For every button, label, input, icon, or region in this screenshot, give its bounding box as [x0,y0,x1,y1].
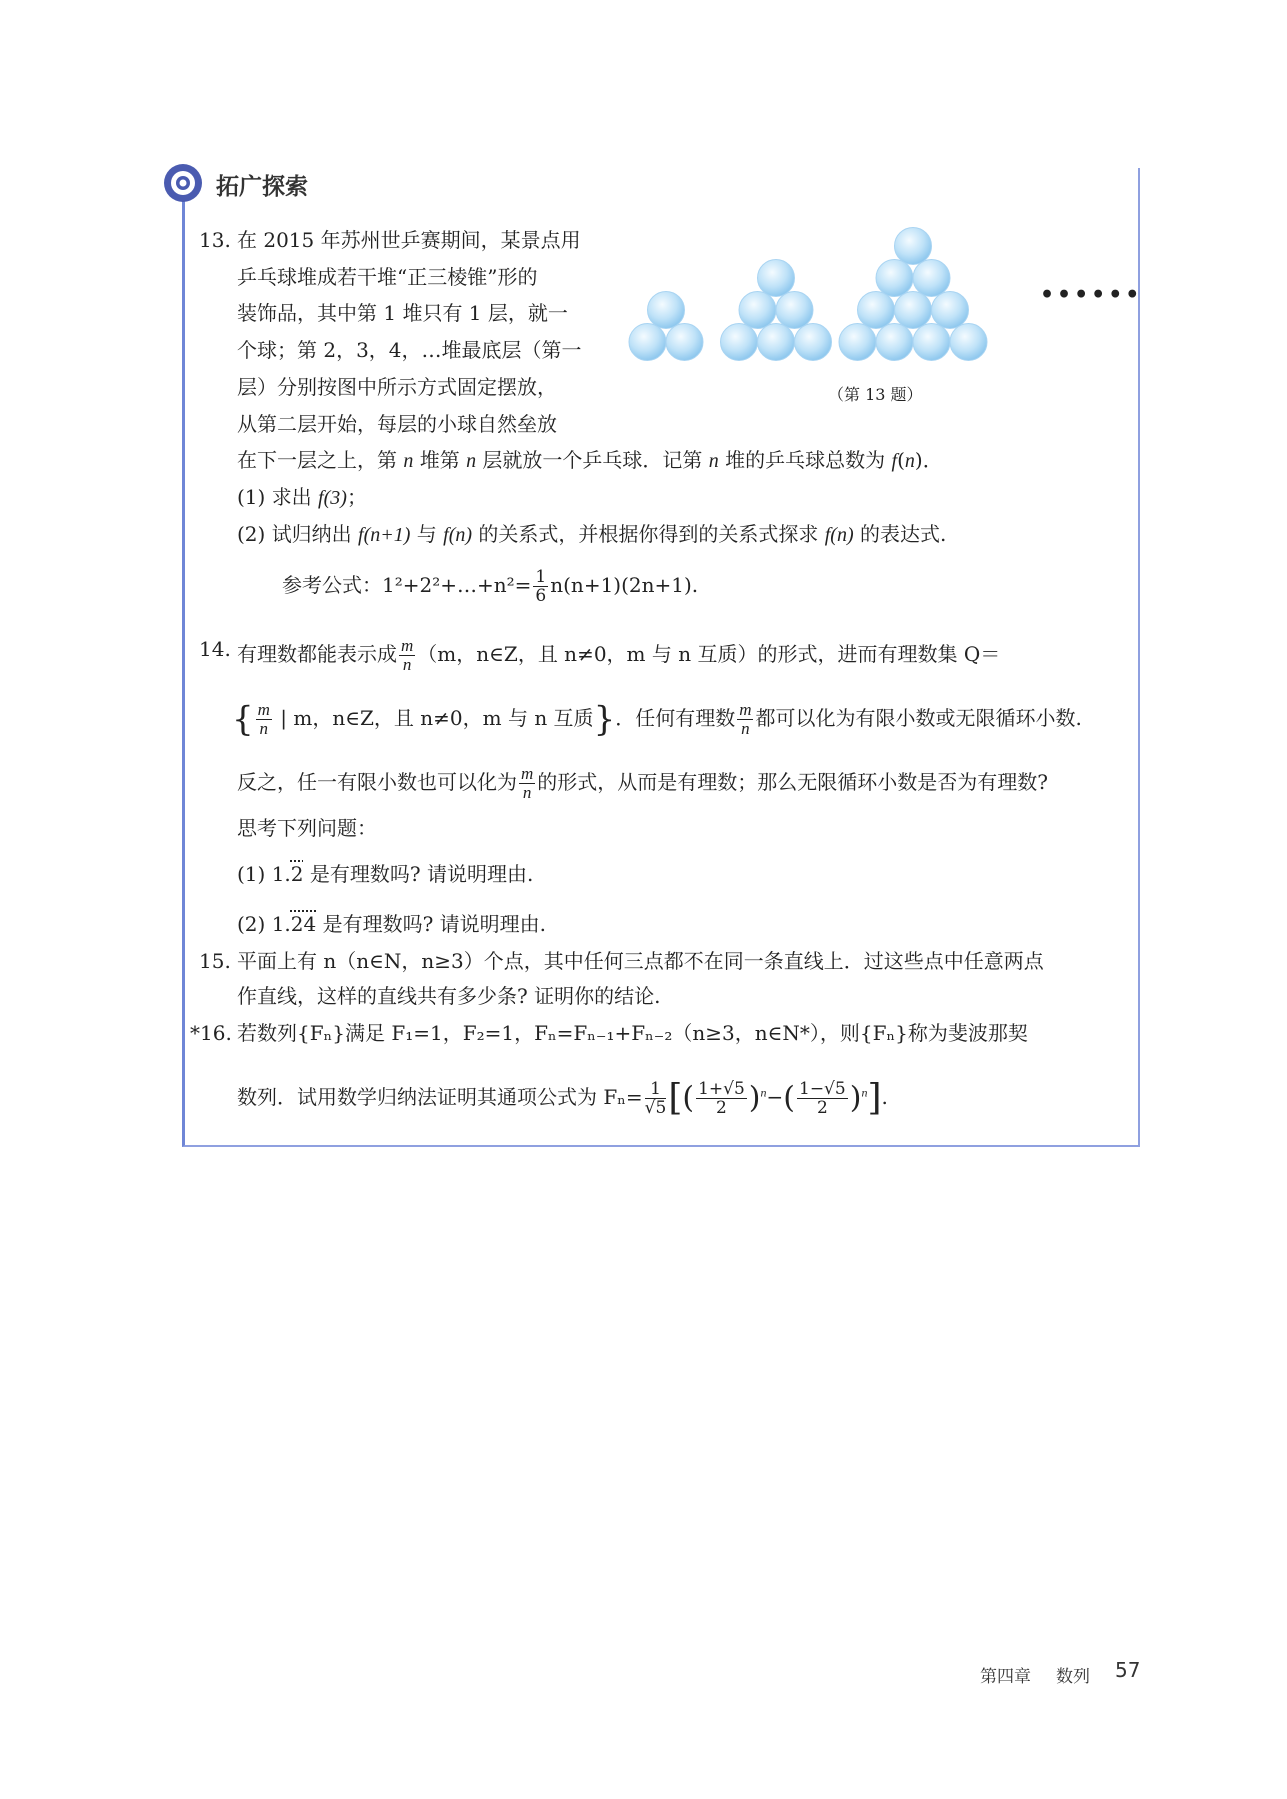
q14-number: 14. [199,637,231,661]
q13-line: 个球；第 2，3，4，…堆最底层（第一 [237,338,582,362]
continuation-dots: •••••• [1040,282,1143,308]
q13-line: 乒乓球堆成若干堆“正三棱锥”形的 [237,265,538,289]
ping-pong-ball [858,291,895,328]
ping-pong-ball [895,227,932,264]
q16-line: 若数列{Fₙ}满足 F₁=1，F₂=1，Fₙ=Fₙ₋₁+Fₙ₋₂（n≥3，n∈N*），则{Fₙ}称为斐波那契 [237,1021,1028,1045]
ping-pong-pyramids-figure [600,220,1020,370]
ping-pong-ball [648,291,685,328]
ping-pong-ball [795,324,832,361]
q16-formula-line: 数列．试用数学归纳法证明其通项公式为 Fₙ= $\frac{1}{√5}$ [( $\frac{1+√5}{2}$ )$^n$−( $\frac{1-√5}{2}$ )$^n$]. [237,1077,888,1119]
section-title: 拓广探索 [216,174,308,200]
q15-number: 15. [199,949,231,973]
q15-line: 作直线，这样的直线共有多少条? 证明你的结论. [237,984,661,1008]
q13-part2: (2) 试归纳出 f(n+1) 与 f(n) 的关系式，并根据你得到的关系式探求 f(n) 的表达式. [237,522,947,546]
q13-line: 装饰品，其中第 1 堆只有 1 层，就一 [237,301,568,325]
ping-pong-ball [932,291,969,328]
page-number: 57 [1115,1658,1141,1682]
ping-pong-ball [839,324,876,361]
ping-pong-ball [739,291,776,328]
section-badge-icon [162,162,204,204]
q15-line: 平面上有 n（n∈N，n≥3）个点，其中任何三点都不在同一条直线上．过这些点中任意两点 [237,949,1044,973]
q13-line: 在下一层之上，第 n 堆第 n 层就放一个乒乓球．记第 n 堆的乒乓球总数为 f(n)． [237,448,943,472]
q13-part1: (1) 求出 f(3)； [237,485,367,509]
ping-pong-ball [629,324,666,361]
ping-pong-ball [666,324,703,361]
footer-chapter: 第四章 [980,1667,1031,1687]
q13-number: 13. [199,228,231,252]
q14-line: { $\frac{m}{n}$ | m，n∈Z，且 n≠0，m 与 n 互质}．任何有理数 $\frac{m}{n}$ 都可以化为有限小数或无限循环小数. [232,699,1082,740]
q14-line: 有理数都能表示成 $\frac{m}{n} (m$，n∈Z，且 n≠0，m 与 n 互质）的形式，进而有理数集 Q＝ [237,636,1001,674]
ping-pong-ball [758,259,795,296]
ping-pong-ball [721,324,758,361]
q14-line: 思考下列问题： [237,816,377,840]
ping-pong-ball [913,259,950,296]
ping-pong-ball [776,291,813,328]
ping-pong-ball [950,324,987,361]
ping-pong-ball [876,259,913,296]
q13-line: 在 2015 年苏州世乒赛期间，某景点用 [237,228,581,252]
q13-line: 层）分别按图中所示方式固定摆放， [237,375,557,399]
q16-number: *16. [190,1021,232,1045]
q14-line: 反之，任一有限小数也可以化为 $\frac{m}{n}$ 的形式，从而是有理数；那么无限循环小数是否为有理数? [237,764,1049,802]
q13-line: 从第二层开始，每层的小球自然垒放 [237,412,557,436]
q14-part2: (2) 1.24 是有理数吗? 请说明理由. [237,912,547,936]
ping-pong-ball [876,324,913,361]
ping-pong-ball [895,291,932,328]
figure-caption: （第 13 题） [828,385,923,404]
q13-reference-formula: 参考公式：1²+2²+…+n²= $\frac{1}{6}$ n(n+1)(2n+1). [282,567,699,606]
q14-part1: (1) 1.2 是有理数吗? 请说明理由. [237,862,534,886]
ping-pong-ball [758,324,795,361]
footer-topic: 数列 [1056,1667,1090,1687]
ping-pong-ball [913,324,950,361]
